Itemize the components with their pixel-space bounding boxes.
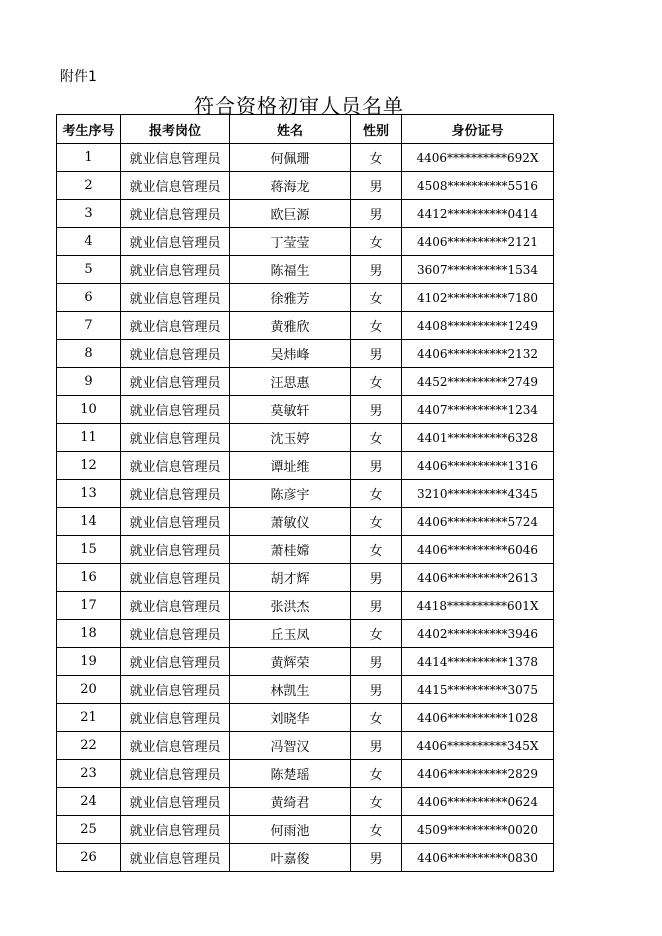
cell-gender: 男 bbox=[351, 732, 402, 760]
cell-id-number: 4452**********2749 bbox=[402, 368, 554, 396]
cell-exam-number: 6 bbox=[57, 284, 121, 312]
table-row bbox=[57, 480, 554, 508]
cell-name: 何雨池 bbox=[230, 816, 351, 844]
cell-id-number: 4406**********1028 bbox=[402, 704, 554, 732]
cell-position: 就业信息管理员 bbox=[121, 704, 230, 732]
cell-id-number: 4415**********3075 bbox=[402, 676, 554, 704]
cell-id-number: 4402**********3946 bbox=[402, 620, 554, 648]
cell-id-number: 4508**********5516 bbox=[402, 172, 554, 200]
table-row bbox=[57, 564, 554, 592]
cell-id-number: 3210**********4345 bbox=[402, 480, 554, 508]
cell-gender: 女 bbox=[351, 760, 402, 788]
table-row bbox=[57, 620, 554, 648]
cell-exam-number: 10 bbox=[57, 396, 121, 424]
cell-gender: 男 bbox=[351, 564, 402, 592]
cell-id-number: 4412**********0414 bbox=[402, 200, 554, 228]
cell-exam-number: 12 bbox=[57, 452, 121, 480]
cell-name: 刘晓华 bbox=[230, 704, 351, 732]
table-row bbox=[57, 424, 554, 452]
cell-name: 陈福生 bbox=[230, 256, 351, 284]
cell-position: 就业信息管理员 bbox=[121, 172, 230, 200]
cell-position: 就业信息管理员 bbox=[121, 396, 230, 424]
cell-gender: 女 bbox=[351, 368, 402, 396]
table-row bbox=[57, 200, 554, 228]
cell-exam-number: 17 bbox=[57, 592, 121, 620]
cell-id-number: 4406**********2613 bbox=[402, 564, 554, 592]
table-row bbox=[57, 760, 554, 788]
cell-id-number: 4408**********1249 bbox=[402, 312, 554, 340]
table-row bbox=[57, 648, 554, 676]
cell-position: 就业信息管理员 bbox=[121, 312, 230, 340]
cell-id-number: 4418**********601X bbox=[402, 592, 554, 620]
cell-gender: 女 bbox=[351, 312, 402, 340]
cell-name: 陈彦宇 bbox=[230, 480, 351, 508]
cell-gender: 女 bbox=[351, 228, 402, 256]
header-position: 报考岗位 bbox=[121, 115, 230, 144]
cell-position: 就业信息管理员 bbox=[121, 284, 230, 312]
cell-name: 何佩珊 bbox=[230, 144, 351, 172]
table-header-row bbox=[57, 115, 554, 144]
cell-gender: 女 bbox=[351, 620, 402, 648]
table-row bbox=[57, 144, 554, 172]
cell-exam-number: 20 bbox=[57, 676, 121, 704]
cell-id-number: 4407**********1234 bbox=[402, 396, 554, 424]
cell-position: 就业信息管理员 bbox=[121, 424, 230, 452]
table-row bbox=[57, 536, 554, 564]
cell-gender: 男 bbox=[351, 844, 402, 872]
cell-exam-number: 19 bbox=[57, 648, 121, 676]
cell-gender: 男 bbox=[351, 256, 402, 284]
table-row bbox=[57, 396, 554, 424]
cell-exam-number: 21 bbox=[57, 704, 121, 732]
cell-name: 叶嘉俊 bbox=[230, 844, 351, 872]
header-name: 姓名 bbox=[230, 115, 351, 144]
cell-exam-number: 1 bbox=[57, 144, 121, 172]
cell-gender: 女 bbox=[351, 508, 402, 536]
candidate-table bbox=[56, 114, 554, 872]
cell-gender: 女 bbox=[351, 284, 402, 312]
cell-exam-number: 26 bbox=[57, 844, 121, 872]
table-body bbox=[57, 144, 554, 872]
cell-id-number: 4509**********0020 bbox=[402, 816, 554, 844]
cell-position: 就业信息管理员 bbox=[121, 648, 230, 676]
cell-name: 冯智汉 bbox=[230, 732, 351, 760]
cell-position: 就业信息管理员 bbox=[121, 508, 230, 536]
cell-gender: 男 bbox=[351, 340, 402, 368]
cell-exam-number: 7 bbox=[57, 312, 121, 340]
cell-name: 黄雅欣 bbox=[230, 312, 351, 340]
table-row bbox=[57, 452, 554, 480]
cell-gender: 女 bbox=[351, 144, 402, 172]
table-row bbox=[57, 256, 554, 284]
table-row bbox=[57, 844, 554, 872]
table-row bbox=[57, 676, 554, 704]
cell-name: 汪思惠 bbox=[230, 368, 351, 396]
attachment-label: 附件1 bbox=[60, 69, 97, 85]
cell-exam-number: 24 bbox=[57, 788, 121, 816]
cell-name: 徐雅芳 bbox=[230, 284, 351, 312]
cell-position: 就业信息管理员 bbox=[121, 340, 230, 368]
cell-id-number: 4102**********7180 bbox=[402, 284, 554, 312]
cell-id-number: 4406**********2132 bbox=[402, 340, 554, 368]
cell-id-number: 3607**********1534 bbox=[402, 256, 554, 284]
cell-name: 欧巨源 bbox=[230, 200, 351, 228]
table-row bbox=[57, 704, 554, 732]
table-row bbox=[57, 312, 554, 340]
cell-exam-number: 2 bbox=[57, 172, 121, 200]
cell-position: 就业信息管理员 bbox=[121, 452, 230, 480]
page-title: 符合资格初审人员名单 bbox=[194, 94, 404, 118]
header-exam-number: 考生序号 bbox=[57, 115, 121, 144]
cell-exam-number: 25 bbox=[57, 816, 121, 844]
cell-position: 就业信息管理员 bbox=[121, 620, 230, 648]
cell-id-number: 4406**********5724 bbox=[402, 508, 554, 536]
cell-position: 就业信息管理员 bbox=[121, 816, 230, 844]
table-row bbox=[57, 340, 554, 368]
cell-exam-number: 13 bbox=[57, 480, 121, 508]
header-gender: 性别 bbox=[351, 115, 402, 144]
cell-id-number: 4406**********692X bbox=[402, 144, 554, 172]
cell-gender: 男 bbox=[351, 676, 402, 704]
cell-position: 就业信息管理员 bbox=[121, 256, 230, 284]
cell-position: 就业信息管理员 bbox=[121, 592, 230, 620]
cell-name: 黄绮君 bbox=[230, 788, 351, 816]
cell-gender: 男 bbox=[351, 452, 402, 480]
table-row bbox=[57, 788, 554, 816]
cell-position: 就业信息管理员 bbox=[121, 844, 230, 872]
cell-position: 就业信息管理员 bbox=[121, 144, 230, 172]
cell-name: 萧桂嫦 bbox=[230, 536, 351, 564]
cell-position: 就业信息管理员 bbox=[121, 480, 230, 508]
cell-exam-number: 4 bbox=[57, 228, 121, 256]
cell-gender: 男 bbox=[351, 592, 402, 620]
cell-gender: 女 bbox=[351, 816, 402, 844]
cell-gender: 男 bbox=[351, 648, 402, 676]
cell-position: 就业信息管理员 bbox=[121, 676, 230, 704]
cell-gender: 男 bbox=[351, 172, 402, 200]
header-id-number: 身份证号 bbox=[402, 115, 554, 144]
cell-exam-number: 23 bbox=[57, 760, 121, 788]
cell-id-number: 4401**********6328 bbox=[402, 424, 554, 452]
cell-exam-number: 22 bbox=[57, 732, 121, 760]
cell-name: 萧敏仪 bbox=[230, 508, 351, 536]
cell-name: 莫敏轩 bbox=[230, 396, 351, 424]
cell-exam-number: 16 bbox=[57, 564, 121, 592]
table-row bbox=[57, 732, 554, 760]
cell-name: 陈楚瑶 bbox=[230, 760, 351, 788]
cell-gender: 女 bbox=[351, 704, 402, 732]
table-row bbox=[57, 816, 554, 844]
table-row bbox=[57, 508, 554, 536]
cell-id-number: 4406**********2121 bbox=[402, 228, 554, 256]
cell-name: 丘玉凤 bbox=[230, 620, 351, 648]
cell-id-number: 4406**********6046 bbox=[402, 536, 554, 564]
cell-name: 林凯生 bbox=[230, 676, 351, 704]
cell-id-number: 4406**********1316 bbox=[402, 452, 554, 480]
cell-position: 就业信息管理员 bbox=[121, 788, 230, 816]
table-row bbox=[57, 284, 554, 312]
table-row bbox=[57, 228, 554, 256]
cell-gender: 女 bbox=[351, 424, 402, 452]
cell-exam-number: 9 bbox=[57, 368, 121, 396]
cell-exam-number: 14 bbox=[57, 508, 121, 536]
cell-position: 就业信息管理员 bbox=[121, 200, 230, 228]
cell-position: 就业信息管理员 bbox=[121, 760, 230, 788]
cell-name: 谭址维 bbox=[230, 452, 351, 480]
cell-position: 就业信息管理员 bbox=[121, 536, 230, 564]
table-row bbox=[57, 172, 554, 200]
cell-name: 吴炜峰 bbox=[230, 340, 351, 368]
cell-id-number: 4406**********0624 bbox=[402, 788, 554, 816]
cell-gender: 男 bbox=[351, 396, 402, 424]
cell-exam-number: 15 bbox=[57, 536, 121, 564]
cell-name: 沈玉婷 bbox=[230, 424, 351, 452]
cell-gender: 女 bbox=[351, 788, 402, 816]
cell-position: 就业信息管理员 bbox=[121, 228, 230, 256]
cell-name: 黄辉荣 bbox=[230, 648, 351, 676]
cell-name: 张洪杰 bbox=[230, 592, 351, 620]
cell-id-number: 4406**********2829 bbox=[402, 760, 554, 788]
cell-exam-number: 11 bbox=[57, 424, 121, 452]
cell-exam-number: 5 bbox=[57, 256, 121, 284]
cell-name: 蒋海龙 bbox=[230, 172, 351, 200]
cell-exam-number: 8 bbox=[57, 340, 121, 368]
cell-id-number: 4406**********0830 bbox=[402, 844, 554, 872]
cell-gender: 男 bbox=[351, 200, 402, 228]
cell-exam-number: 18 bbox=[57, 620, 121, 648]
cell-name: 丁莹莹 bbox=[230, 228, 351, 256]
cell-id-number: 4414**********1378 bbox=[402, 648, 554, 676]
cell-gender: 女 bbox=[351, 536, 402, 564]
cell-gender: 女 bbox=[351, 480, 402, 508]
cell-id-number: 4406**********345X bbox=[402, 732, 554, 760]
cell-position: 就业信息管理员 bbox=[121, 368, 230, 396]
cell-position: 就业信息管理员 bbox=[121, 732, 230, 760]
cell-name: 胡才辉 bbox=[230, 564, 351, 592]
cell-position: 就业信息管理员 bbox=[121, 564, 230, 592]
table-row bbox=[57, 592, 554, 620]
cell-exam-number: 3 bbox=[57, 200, 121, 228]
table-row bbox=[57, 368, 554, 396]
